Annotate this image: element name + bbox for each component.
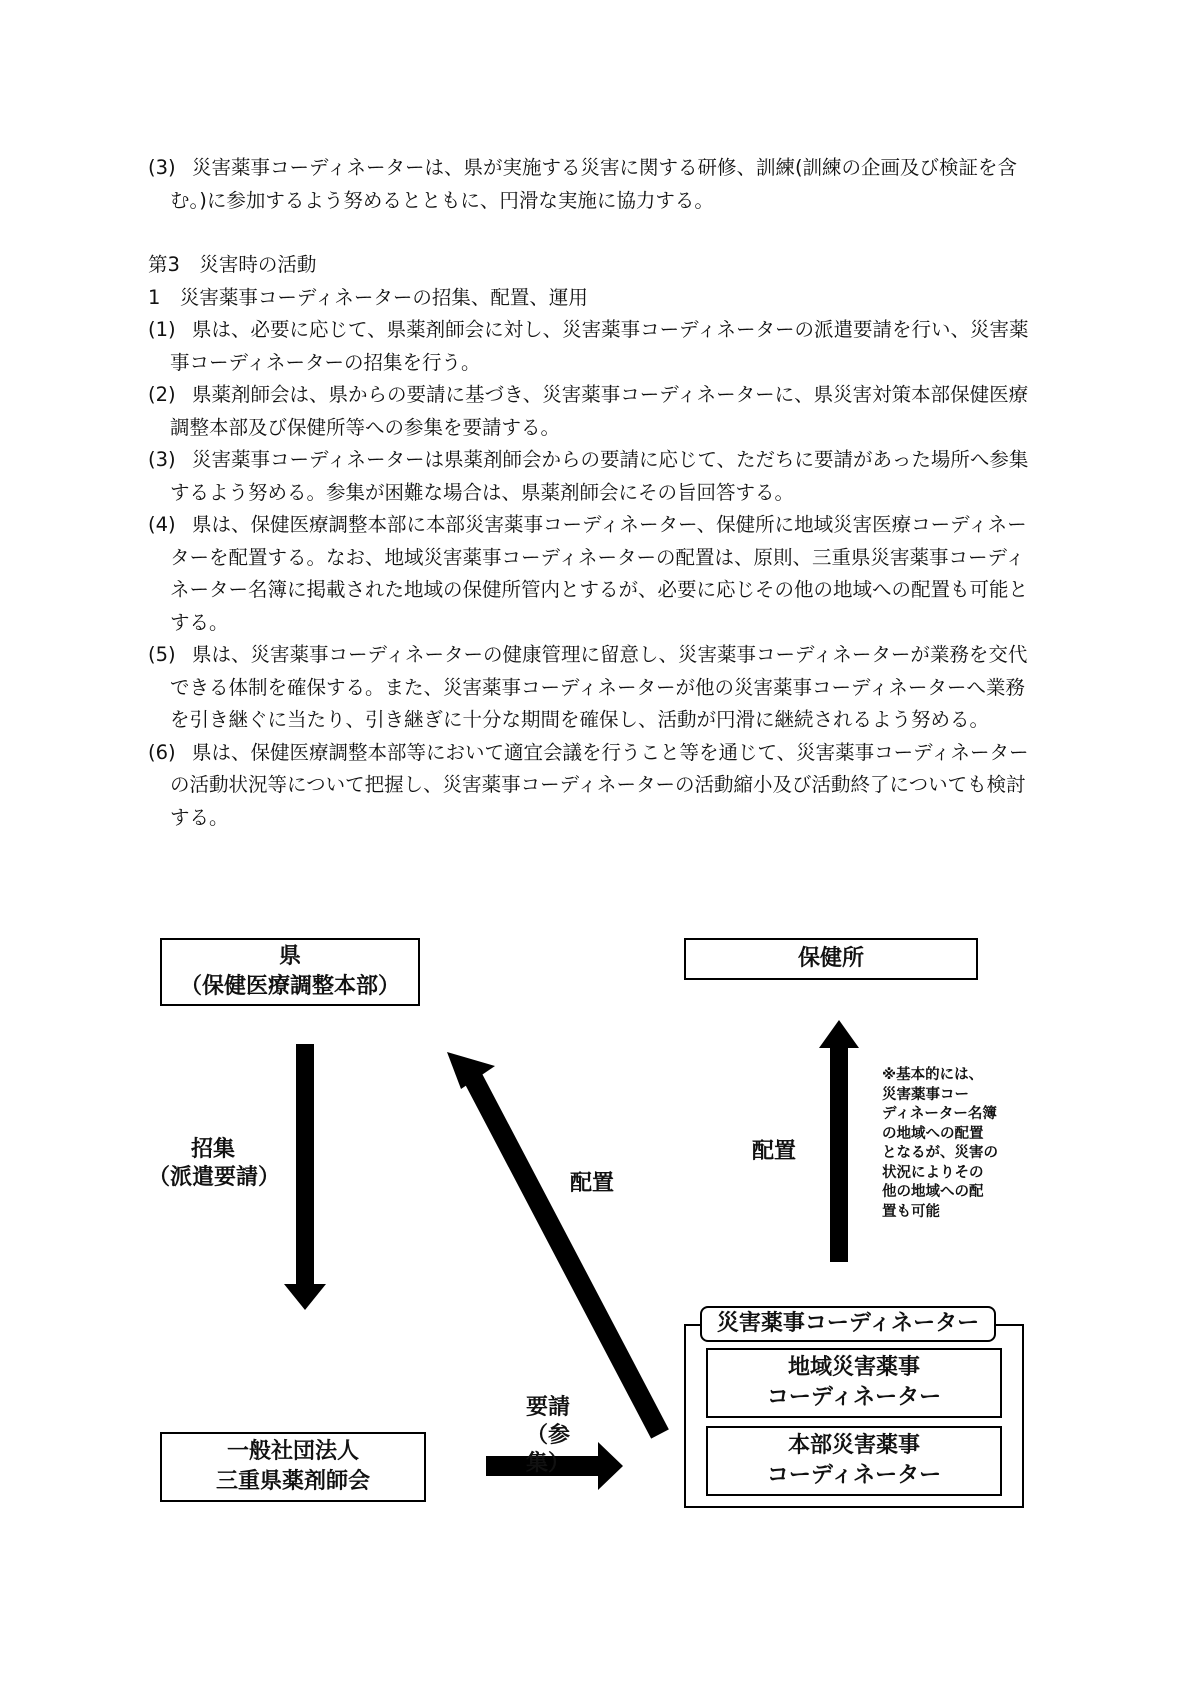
headquarters-coordinator-line1: 本部災害薬事 <box>787 1433 920 1458</box>
note-line: 状況によりその <box>882 1164 984 1181</box>
item-number: (5) <box>148 643 176 666</box>
section3-subheading: 1 災害薬事コーディネーターの招集、配置、運用 <box>148 285 588 309</box>
headquarters-coordinator-box <box>706 1426 1002 1496</box>
item-text: 災害薬事コーディネーターは、県が実施する災害に関する研修、訓練(訓練の企画及び検証を含む。)に参加するよう努めるとともに、円滑な実施に協力する。 <box>170 156 1018 212</box>
item-text: 県薬剤師会は、県からの要請に基づき、災害薬事コーディネーターに、県災害対策本部保健医療調整本部及び保健所等への参集を要請する。 <box>170 383 1029 439</box>
health-center-label: 保健所 <box>797 946 864 971</box>
item-number: (3) <box>148 448 176 471</box>
note-line: 災害薬事コー <box>882 1086 969 1103</box>
item-number: (6) <box>148 740 176 764</box>
prefecture-sublabel: （保健医療調整本部） <box>179 974 400 999</box>
request-label <box>513 1394 583 1478</box>
note-line: ※基本的には、 <box>882 1067 984 1083</box>
item-number: (1) <box>148 318 176 341</box>
summon-arrow <box>284 1044 326 1310</box>
section3-item-1 <box>148 314 1036 379</box>
deploy-diagonal-arrow <box>447 1052 660 1434</box>
note-line: 置も可能 <box>882 1203 940 1220</box>
deploy-up-arrow <box>819 1020 859 1262</box>
health-center-box <box>684 938 978 980</box>
item-text: 県は、保健医療調整本部に本部災害薬事コーディネーター、保健所に地域災害医療コーディネーターを配置する。なお、地域災害薬事コーディネーターの配置は、原則、三重県災害薬事コーディネーター名簿に掲載された地域の保健所管内とするが、必要に応じその他の地域への配置も可能とする。 <box>170 513 1029 634</box>
regional-coordinator-line2: コーディネーター <box>766 1385 942 1410</box>
coordinator-group-title: 災害薬事コーディネーター <box>700 1306 996 1342</box>
note-line: ディネーター名簿 <box>882 1106 997 1122</box>
section2-item-3 <box>148 152 1036 217</box>
section3-item-6 <box>148 737 1036 835</box>
item-number: (2) <box>148 383 176 406</box>
prefecture-label: 県 <box>278 944 301 969</box>
section3-item-5 <box>148 639 1036 737</box>
item-number: (4) <box>148 513 176 536</box>
section3-item-4 <box>148 509 1036 639</box>
regional-coordinator-box <box>706 1348 1002 1418</box>
association-type: 一般社団法人 <box>226 1439 359 1464</box>
section3-item-2 <box>148 379 1036 444</box>
summon-label <box>148 1136 281 1192</box>
item-text: 県は、保健医療調整本部等において適宜会議を行うこと等を通じて、災害薬事コーディネーターの活動状況等について把握し、災害薬事コーディネーターの活動縮小及び活動終了についても検討する。 <box>170 740 1029 829</box>
association-name: 三重県薬剤師会 <box>215 1469 370 1494</box>
request-label-line1: 要請 <box>525 1395 570 1420</box>
note-line: となるが、災害の <box>882 1145 998 1161</box>
deploy-left-label: 配置 <box>569 1171 614 1196</box>
pharmacist-association-box <box>160 1432 426 1502</box>
section3-item-3 <box>148 444 1036 509</box>
regional-coordinator-line1: 地域災害薬事 <box>787 1355 920 1380</box>
item-text: 災害薬事コーディネーターは県薬剤師会からの要請に応じて、ただちに要請があった場所へ参集するよう努める。参集が困難な場合は、県薬剤師会にその旨回答する。 <box>170 448 1029 504</box>
headquarters-coordinator-line2: コーディネーター <box>766 1463 942 1488</box>
summon-label-line2: （派遣要請） <box>148 1165 281 1190</box>
prefecture-box <box>160 938 420 1006</box>
flow-diagram <box>148 924 1028 1524</box>
deployment-note <box>882 1066 1022 1222</box>
request-label-line2: （参集） <box>525 1423 570 1476</box>
section3-heading: 第3 災害時の活動 <box>148 253 317 276</box>
item-number: (3) <box>148 156 176 179</box>
deploy-right-label: 配置 <box>751 1139 796 1164</box>
note-line: 他の地域への配 <box>882 1184 984 1200</box>
note-line: の地域への配置 <box>882 1125 984 1142</box>
document-body <box>148 152 1036 834</box>
summon-label-line1: 招集 <box>190 1137 235 1162</box>
item-text: 県は、災害薬事コーディネーターの健康管理に留意し、災害薬事コーディネーターが業務を交代できる体制を確保する。また、災害薬事コーディネーターが他の災害薬事コーディネーターへ業務を引き継ぐに当たり、引き継ぎに十分な期間を確保し、活動が円滑に継続されるよう努める。 <box>170 643 1028 731</box>
item-text: 県は、必要に応じて、県薬剤師会に対し、災害薬事コーディネーターの派遣要請を行い、災害薬事コーディネーターの招集を行う。 <box>170 318 1029 374</box>
